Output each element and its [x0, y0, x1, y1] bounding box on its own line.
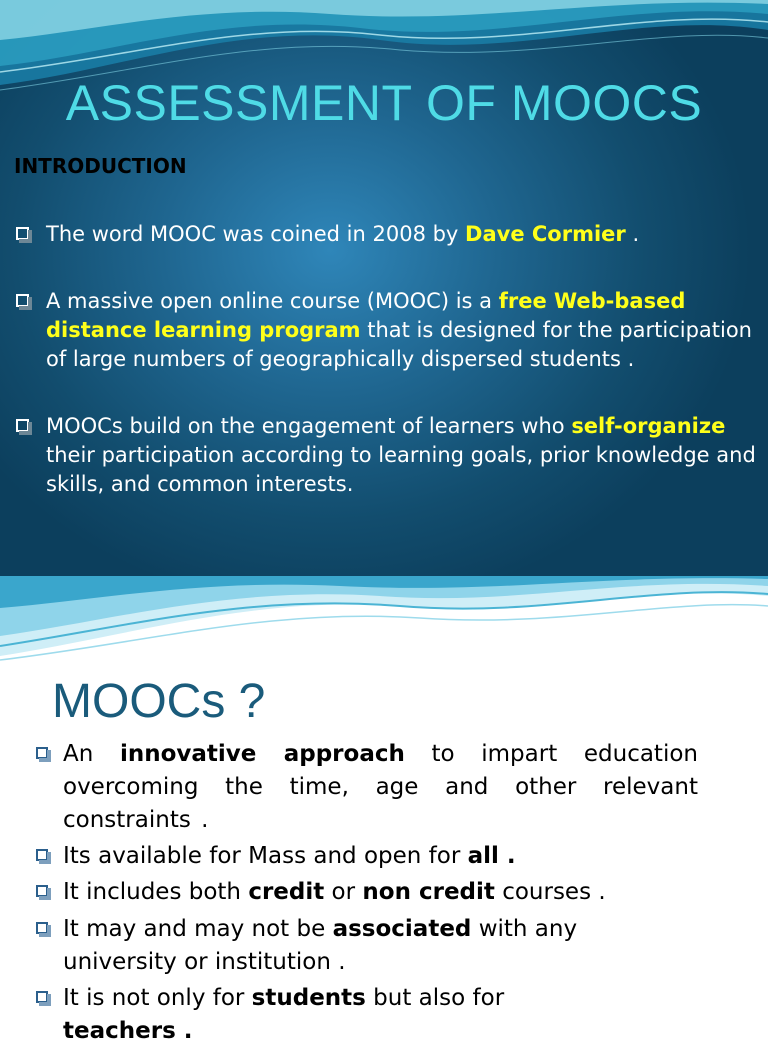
wave-decoration-top — [0, 576, 768, 666]
checkbox-bullet-icon — [36, 922, 48, 934]
bold-text: credit — [248, 879, 325, 905]
checkbox-bullet-icon — [16, 294, 29, 307]
bullet-item: A massive open online course (MOOC) is a free Web-based distance learning program that is designed for the participation of large numbers of geographically dispersed students . — [12, 287, 760, 374]
highlighted-text: free Web-based distance learning program — [46, 289, 686, 342]
checkbox-bullet-icon — [36, 849, 48, 861]
bold-text: all . — [467, 843, 516, 869]
highlighted-text: Dave Cormier — [465, 222, 626, 246]
bullet-item: It is not only for students but also for teachers . — [34, 982, 698, 1048]
checkbox-bullet-icon — [36, 991, 48, 1003]
bullet-item: The word MOOC was coined in 2008 by Dave Cormier . — [12, 220, 760, 249]
checkbox-bullet-icon — [16, 227, 29, 240]
bold-text: innovative approach — [119, 741, 405, 767]
bold-text: students — [251, 985, 366, 1011]
highlighted-text: self-organize — [571, 414, 726, 438]
bullet-item: MOOCs build on the engagement of learners who self-organize their participation according to learning goals, prior knowledge and skills, and common interests. — [12, 412, 760, 499]
checkbox-bullet-icon — [36, 885, 48, 897]
bold-text: associated — [332, 916, 472, 942]
bullet-item: An innovative approach to impart education overcoming the time, age and other relevant constraints . — [34, 738, 698, 837]
bullet-list — [12, 220, 760, 537]
bold-text: non credit — [362, 879, 495, 905]
checkbox-bullet-icon — [36, 747, 48, 759]
slide-title: ASSESSMENT OF MOOCS — [65, 75, 703, 131]
bullet-item: It includes both credit or non credit courses . — [34, 876, 698, 909]
section-heading: INTRODUCTION — [14, 154, 187, 178]
bullet-item: It may and may not be associated with any university or institution . — [34, 913, 698, 979]
slide-2 — [0, 576, 768, 1044]
checkbox-bullet-icon — [16, 419, 29, 432]
slide-title: MOOCs ? — [52, 675, 266, 728]
bullet-list — [34, 738, 698, 1051]
bullet-item: Its available for Mass and open for all . — [34, 840, 698, 873]
bold-text: teachers . — [63, 1018, 193, 1044]
